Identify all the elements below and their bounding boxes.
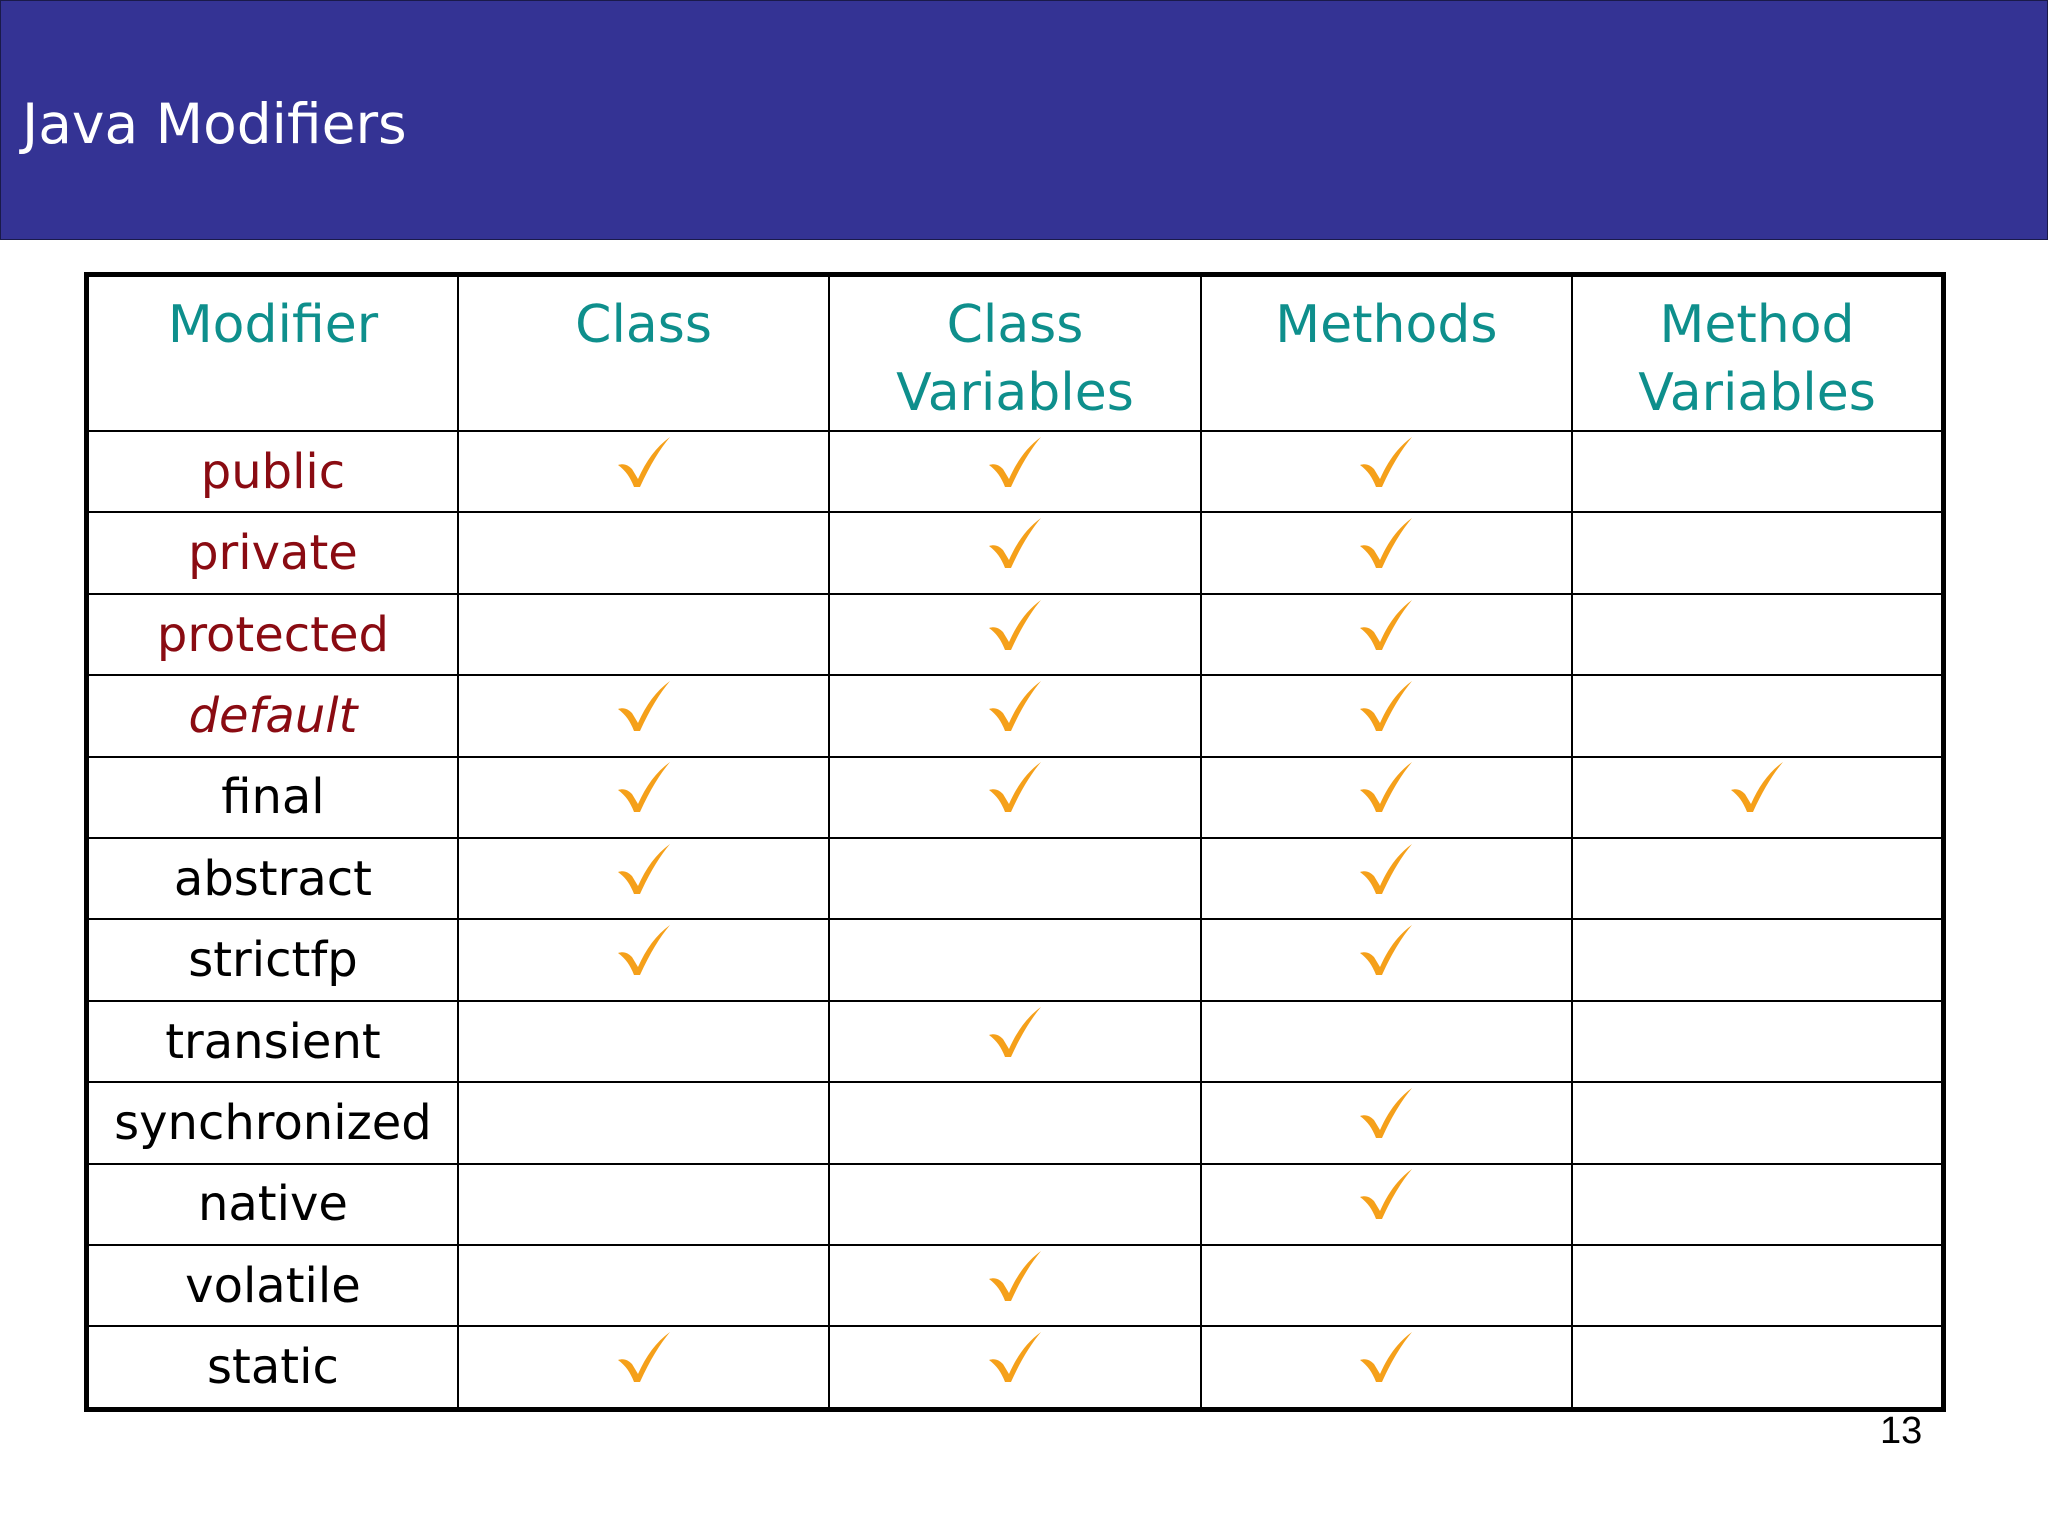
modifier-name: final	[87, 757, 458, 838]
check-icon	[987, 1005, 1043, 1059]
check-icon	[987, 1249, 1043, 1303]
cell-method-variables	[1572, 1326, 1943, 1409]
cell-class	[458, 675, 829, 756]
cell-method-variables	[1572, 838, 1943, 919]
cell-class	[458, 757, 829, 838]
title-bar	[0, 0, 2048, 240]
cell-class-variables	[829, 675, 1200, 756]
cell-methods	[1201, 919, 1572, 1000]
check-icon	[1358, 679, 1414, 733]
table-row	[87, 1326, 1944, 1409]
cell-class-variables	[829, 512, 1200, 593]
cell-class	[458, 1001, 829, 1082]
header-modifier: Modifier	[87, 275, 458, 432]
cell-methods	[1201, 838, 1572, 919]
check-icon	[1358, 842, 1414, 896]
cell-class-variables	[829, 1326, 1200, 1409]
check-icon	[1358, 598, 1414, 652]
check-icon	[1358, 1167, 1414, 1221]
cell-class	[458, 594, 829, 675]
page-number: 13	[1880, 1410, 1923, 1452]
slide-title: Java Modifiers	[22, 92, 407, 156]
modifier-name: transient	[87, 1001, 458, 1082]
cell-class-variables	[829, 1001, 1200, 1082]
cell-methods	[1201, 1245, 1572, 1326]
cell-class	[458, 1082, 829, 1163]
modifier-name: protected	[87, 594, 458, 675]
cell-method-variables	[1572, 1001, 1943, 1082]
header-class: Class	[458, 275, 829, 432]
check-icon	[987, 760, 1043, 814]
check-icon	[1358, 923, 1414, 977]
cell-class	[458, 1164, 829, 1245]
modifier-name: strictfp	[87, 919, 458, 1000]
cell-class	[458, 431, 829, 512]
modifier-name: abstract	[87, 838, 458, 919]
cell-methods	[1201, 1001, 1572, 1082]
cell-method-variables	[1572, 512, 1943, 593]
header-method-variables: Method Variables	[1572, 275, 1943, 432]
check-icon	[1729, 760, 1785, 814]
check-icon	[616, 842, 672, 896]
table-row	[87, 1164, 1944, 1245]
modifiers-table	[84, 272, 1946, 1412]
cell-class-variables	[829, 594, 1200, 675]
table-row	[87, 594, 1944, 675]
check-icon	[1358, 516, 1414, 570]
cell-method-variables	[1572, 919, 1943, 1000]
modifier-name: synchronized	[87, 1082, 458, 1163]
table-row	[87, 757, 1944, 838]
modifier-name: static	[87, 1326, 458, 1409]
check-icon	[1358, 435, 1414, 489]
modifier-name: native	[87, 1164, 458, 1245]
modifier-name: volatile	[87, 1245, 458, 1326]
table-row	[87, 512, 1944, 593]
cell-methods	[1201, 431, 1572, 512]
table-row	[87, 675, 1944, 756]
cell-class-variables	[829, 1082, 1200, 1163]
cell-methods	[1201, 757, 1572, 838]
cell-class-variables	[829, 1164, 1200, 1245]
cell-class	[458, 919, 829, 1000]
cell-class-variables	[829, 1245, 1200, 1326]
check-icon	[1358, 760, 1414, 814]
cell-method-variables	[1572, 757, 1943, 838]
cell-methods	[1201, 512, 1572, 593]
cell-class-variables	[829, 431, 1200, 512]
cell-method-variables	[1572, 1082, 1943, 1163]
check-icon	[616, 435, 672, 489]
check-icon	[616, 679, 672, 733]
check-icon	[1358, 1330, 1414, 1384]
cell-class	[458, 1245, 829, 1326]
table-row	[87, 919, 1944, 1000]
cell-method-variables	[1572, 1245, 1943, 1326]
cell-methods	[1201, 1326, 1572, 1409]
table-row	[87, 1245, 1944, 1326]
cell-class	[458, 838, 829, 919]
check-icon	[616, 1330, 672, 1384]
cell-method-variables	[1572, 594, 1943, 675]
check-icon	[616, 760, 672, 814]
cell-class	[458, 512, 829, 593]
cell-methods	[1201, 594, 1572, 675]
modifier-name: default	[87, 675, 458, 756]
header-methods: Methods	[1201, 275, 1572, 432]
check-icon	[987, 1330, 1043, 1384]
cell-method-variables	[1572, 675, 1943, 756]
check-icon	[1358, 1086, 1414, 1140]
cell-class-variables	[829, 757, 1200, 838]
check-icon	[987, 516, 1043, 570]
cell-class-variables	[829, 919, 1200, 1000]
check-icon	[987, 679, 1043, 733]
cell-method-variables	[1572, 431, 1943, 512]
check-icon	[987, 435, 1043, 489]
cell-class	[458, 1326, 829, 1409]
cell-methods	[1201, 1164, 1572, 1245]
header-class-variables: Class Variables	[829, 275, 1200, 432]
modifier-name: public	[87, 431, 458, 512]
check-icon	[616, 923, 672, 977]
modifier-name: private	[87, 512, 458, 593]
cell-class-variables	[829, 838, 1200, 919]
table-row	[87, 838, 1944, 919]
cell-method-variables	[1572, 1164, 1943, 1245]
table-body	[87, 431, 1944, 1410]
cell-methods	[1201, 1082, 1572, 1163]
table-row	[87, 1001, 1944, 1082]
check-icon	[987, 598, 1043, 652]
table-row	[87, 1082, 1944, 1163]
table-row	[87, 431, 1944, 512]
cell-methods	[1201, 675, 1572, 756]
header-row	[87, 275, 1944, 432]
